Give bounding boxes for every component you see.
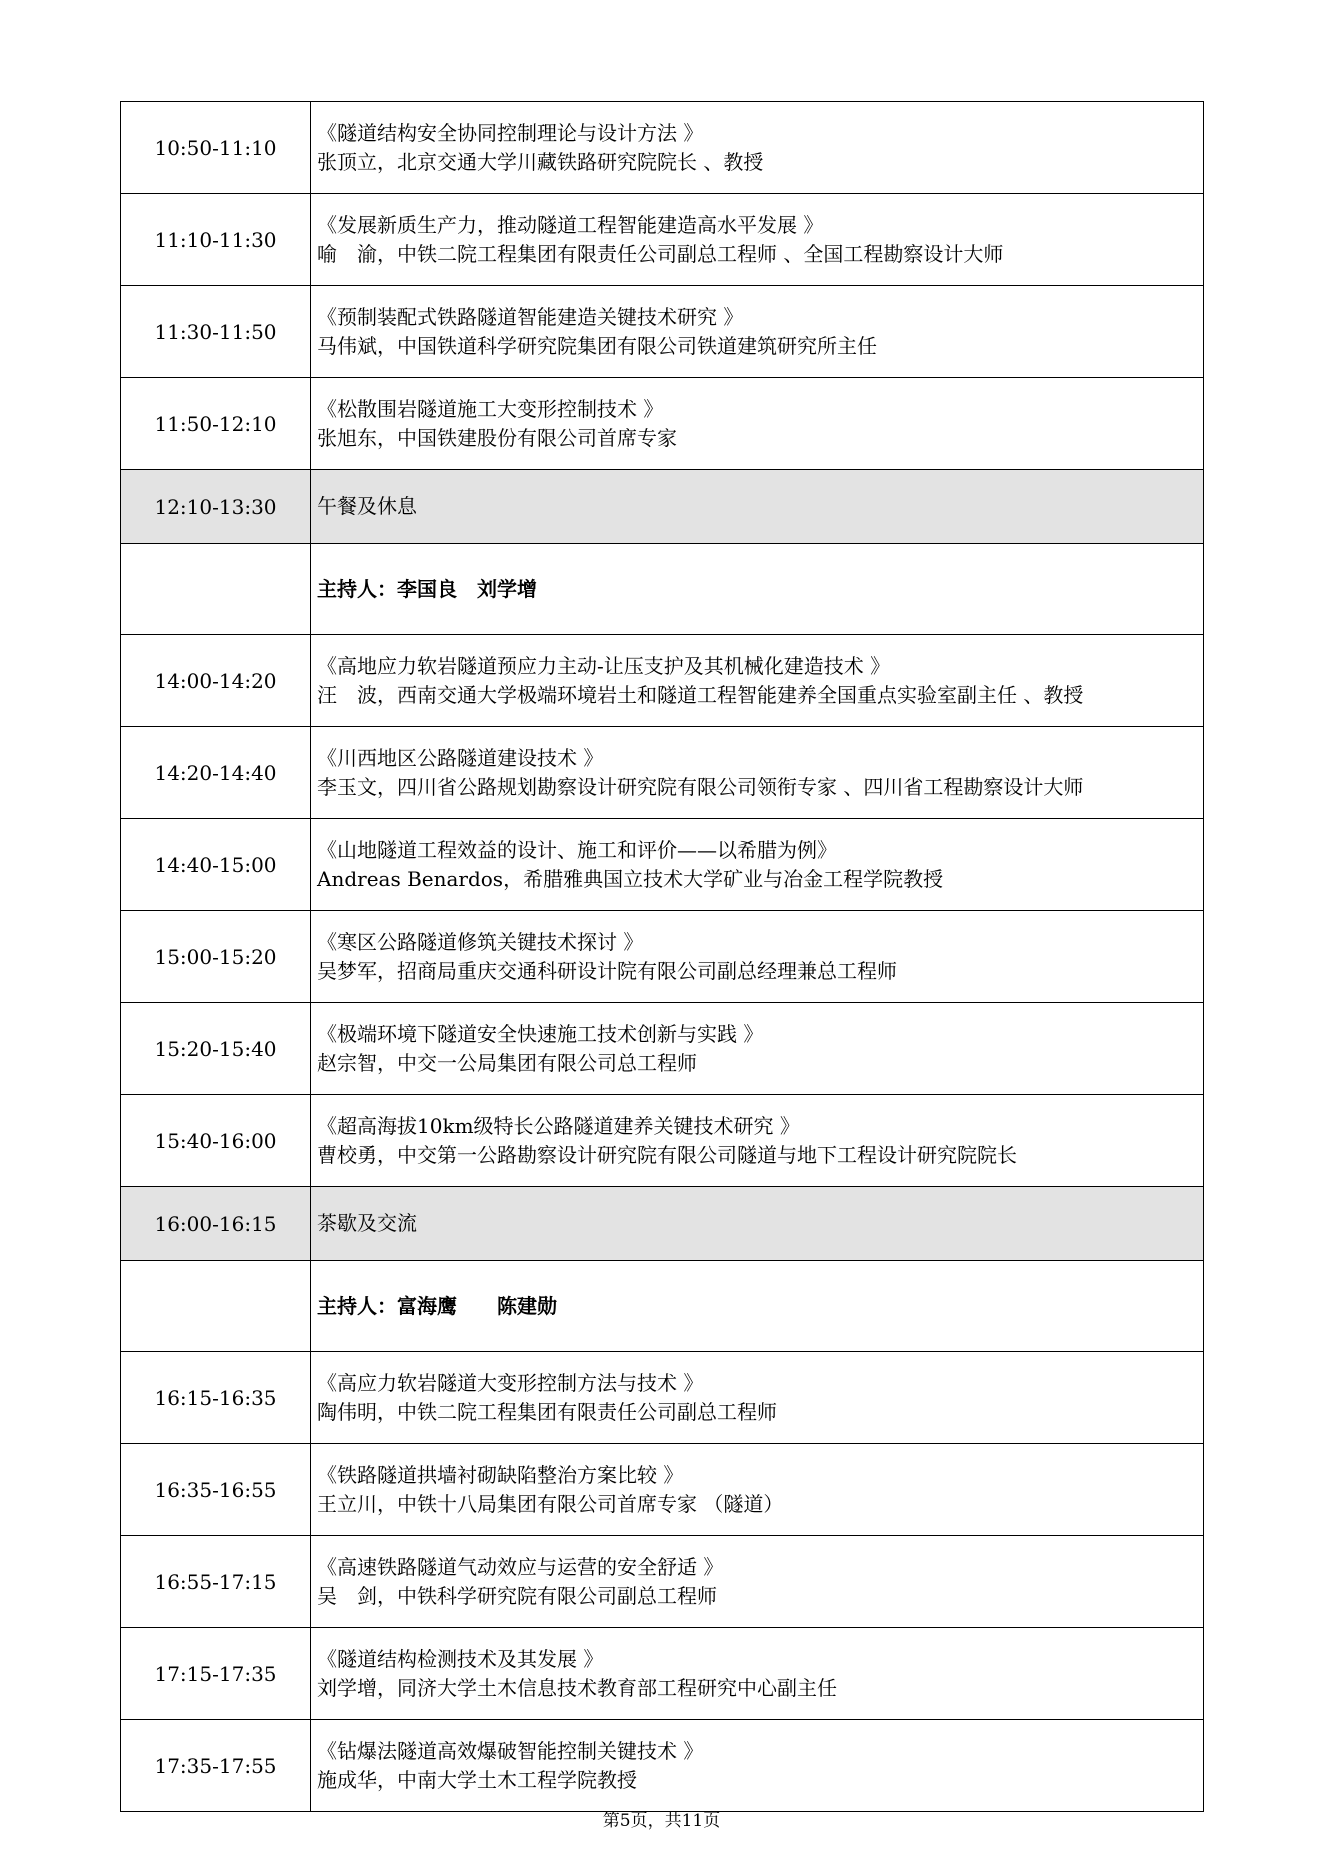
speaker-info: 王立川，中铁十八局集团有限公司首席专家 （隧道） [317, 1491, 784, 1516]
talk-title: 《钻爆法隧道高效爆破智能控制关键技术 》 [317, 1738, 704, 1763]
talk-title: 《松散围岩隧道施工大变形控制技术 》 [317, 396, 664, 421]
time-cell: 16:35-16:55 [121, 1444, 311, 1536]
talk-cell [311, 286, 1204, 378]
time-cell: 14:20-14:40 [121, 727, 311, 819]
talk-row [121, 1628, 1204, 1720]
talk-row [121, 102, 1204, 194]
talk-row [121, 286, 1204, 378]
speaker-info: 曹校勇，中交第一公路勘察设计研究院有限公司隧道与地下工程设计研究院院长 [317, 1142, 1017, 1167]
talk-cell [311, 378, 1204, 470]
break-label: 茶歇及交流 [311, 1187, 1204, 1261]
time-cell: 11:30-11:50 [121, 286, 311, 378]
break-row [121, 470, 1204, 544]
speaker-info: 李玉文，四川省公路规划勘察设计研究院有限公司领衔专家 、四川省工程勘察设计大师 [317, 774, 1084, 799]
talk-title: 《高速铁路隧道气动效应与运营的安全舒适 》 [317, 1554, 724, 1579]
speaker-info: Andreas Benardos，希腊雅典国立技术大学矿业与冶金工程学院教授 [317, 866, 944, 891]
speaker-info: 刘学增，同济大学土木信息技术教育部工程研究中心副主任 [317, 1675, 837, 1700]
talk-title: 《超高海拔10km级特长公路隧道建养关键技术研究 》 [317, 1113, 800, 1138]
talk-cell [311, 635, 1204, 727]
time-cell: 11:10-11:30 [121, 194, 311, 286]
speaker-info: 马伟斌，中国铁道科学研究院集团有限公司铁道建筑研究所主任 [317, 333, 877, 358]
time-cell: 14:40-15:00 [121, 819, 311, 911]
talk-row [121, 635, 1204, 727]
talk-cell [311, 819, 1204, 911]
talk-title: 《寒区公路隧道修筑关键技术探讨 》 [317, 929, 644, 954]
talk-cell [311, 1628, 1204, 1720]
time-cell: 17:15-17:35 [121, 1628, 311, 1720]
speaker-info: 喻 渝，中铁二院工程集团有限责任公司副总工程师 、全国工程勘察设计大师 [317, 241, 1004, 266]
talk-row [121, 727, 1204, 819]
talk-cell [311, 1003, 1204, 1095]
talk-row [121, 1536, 1204, 1628]
speaker-info: 施成华，中南大学土木工程学院教授 [317, 1767, 637, 1792]
talk-cell [311, 1352, 1204, 1444]
talk-row [121, 819, 1204, 911]
break-row [121, 1187, 1204, 1261]
talk-cell [311, 1444, 1204, 1536]
page-footer: 第5页，共11页 [602, 1811, 721, 1831]
schedule-table [120, 101, 1204, 1812]
talk-title: 《发展新质生产力，推动隧道工程智能建造高水平发展 》 [317, 212, 824, 237]
time-cell: 15:40-16:00 [121, 1095, 311, 1187]
time-cell: 12:10-13:30 [121, 470, 311, 544]
speaker-info: 陶伟明，中铁二院工程集团有限责任公司副总工程师 [317, 1399, 777, 1424]
talk-title: 《川西地区公路隧道建设技术 》 [317, 745, 604, 770]
speaker-info: 汪 波，西南交通大学极端环境岩土和隧道工程智能建养全国重点实验室副主任 、教授 [317, 682, 1084, 707]
talk-row [121, 1352, 1204, 1444]
speaker-info: 赵宗智，中交一公局集团有限公司总工程师 [317, 1050, 697, 1075]
talk-cell [311, 1720, 1204, 1812]
break-label: 午餐及休息 [311, 470, 1204, 544]
time-cell: 17:35-17:55 [121, 1720, 311, 1812]
talk-row [121, 378, 1204, 470]
talk-title: 《铁路隧道拱墙衬砌缺陷整治方案比较 》 [317, 1462, 684, 1487]
speaker-info: 吴梦军，招商局重庆交通科研设计院有限公司副总经理兼总工程师 [317, 958, 897, 983]
host-label: 主持人：李国良 刘学增 [311, 544, 1204, 635]
speaker-info: 吴 剑，中铁科学研究院有限公司副总工程师 [317, 1583, 717, 1608]
time-cell: 16:15-16:35 [121, 1352, 311, 1444]
talk-row [121, 1720, 1204, 1812]
talk-row [121, 911, 1204, 1003]
talk-cell [311, 1536, 1204, 1628]
talk-cell [311, 102, 1204, 194]
speaker-info: 张旭东，中国铁建股份有限公司首席专家 [317, 425, 677, 450]
host-label: 主持人：富海鹰 陈建勋 [311, 1261, 1204, 1352]
talk-cell [311, 727, 1204, 819]
talk-title: 《高地应力软岩隧道预应力主动-让压支护及其机械化建造技术 》 [317, 653, 891, 678]
talk-row [121, 194, 1204, 286]
time-cell: 15:00-15:20 [121, 911, 311, 1003]
talk-cell [311, 1095, 1204, 1187]
time-cell: 16:55-17:15 [121, 1536, 311, 1628]
time-cell: 14:00-14:20 [121, 635, 311, 727]
talk-row [121, 1095, 1204, 1187]
talk-title: 《山地隧道工程效益的设计、施工和评价——以希腊为例》 [317, 837, 837, 862]
talk-row [121, 1444, 1204, 1536]
time-cell: 16:00-16:15 [121, 1187, 311, 1261]
speaker-info: 张顶立，北京交通大学川藏铁路研究院院长 、教授 [317, 149, 764, 174]
host-row [121, 544, 1204, 635]
talk-title: 《极端环境下隧道安全快速施工技术创新与实践 》 [317, 1021, 764, 1046]
talk-title: 《隧道结构检测技术及其发展 》 [317, 1646, 604, 1671]
talk-cell [311, 194, 1204, 286]
time-cell [121, 544, 311, 635]
time-cell: 15:20-15:40 [121, 1003, 311, 1095]
schedule-body [121, 102, 1204, 1812]
talk-row [121, 1003, 1204, 1095]
time-cell: 11:50-12:10 [121, 378, 311, 470]
time-cell: 10:50-11:10 [121, 102, 311, 194]
talk-title: 《高应力软岩隧道大变形控制方法与技术 》 [317, 1370, 704, 1395]
talk-title: 《预制装配式铁路隧道智能建造关键技术研究 》 [317, 304, 744, 329]
talk-title: 《隧道结构安全协同控制理论与设计方法 》 [317, 120, 704, 145]
talk-cell [311, 911, 1204, 1003]
host-row [121, 1261, 1204, 1352]
time-cell [121, 1261, 311, 1352]
